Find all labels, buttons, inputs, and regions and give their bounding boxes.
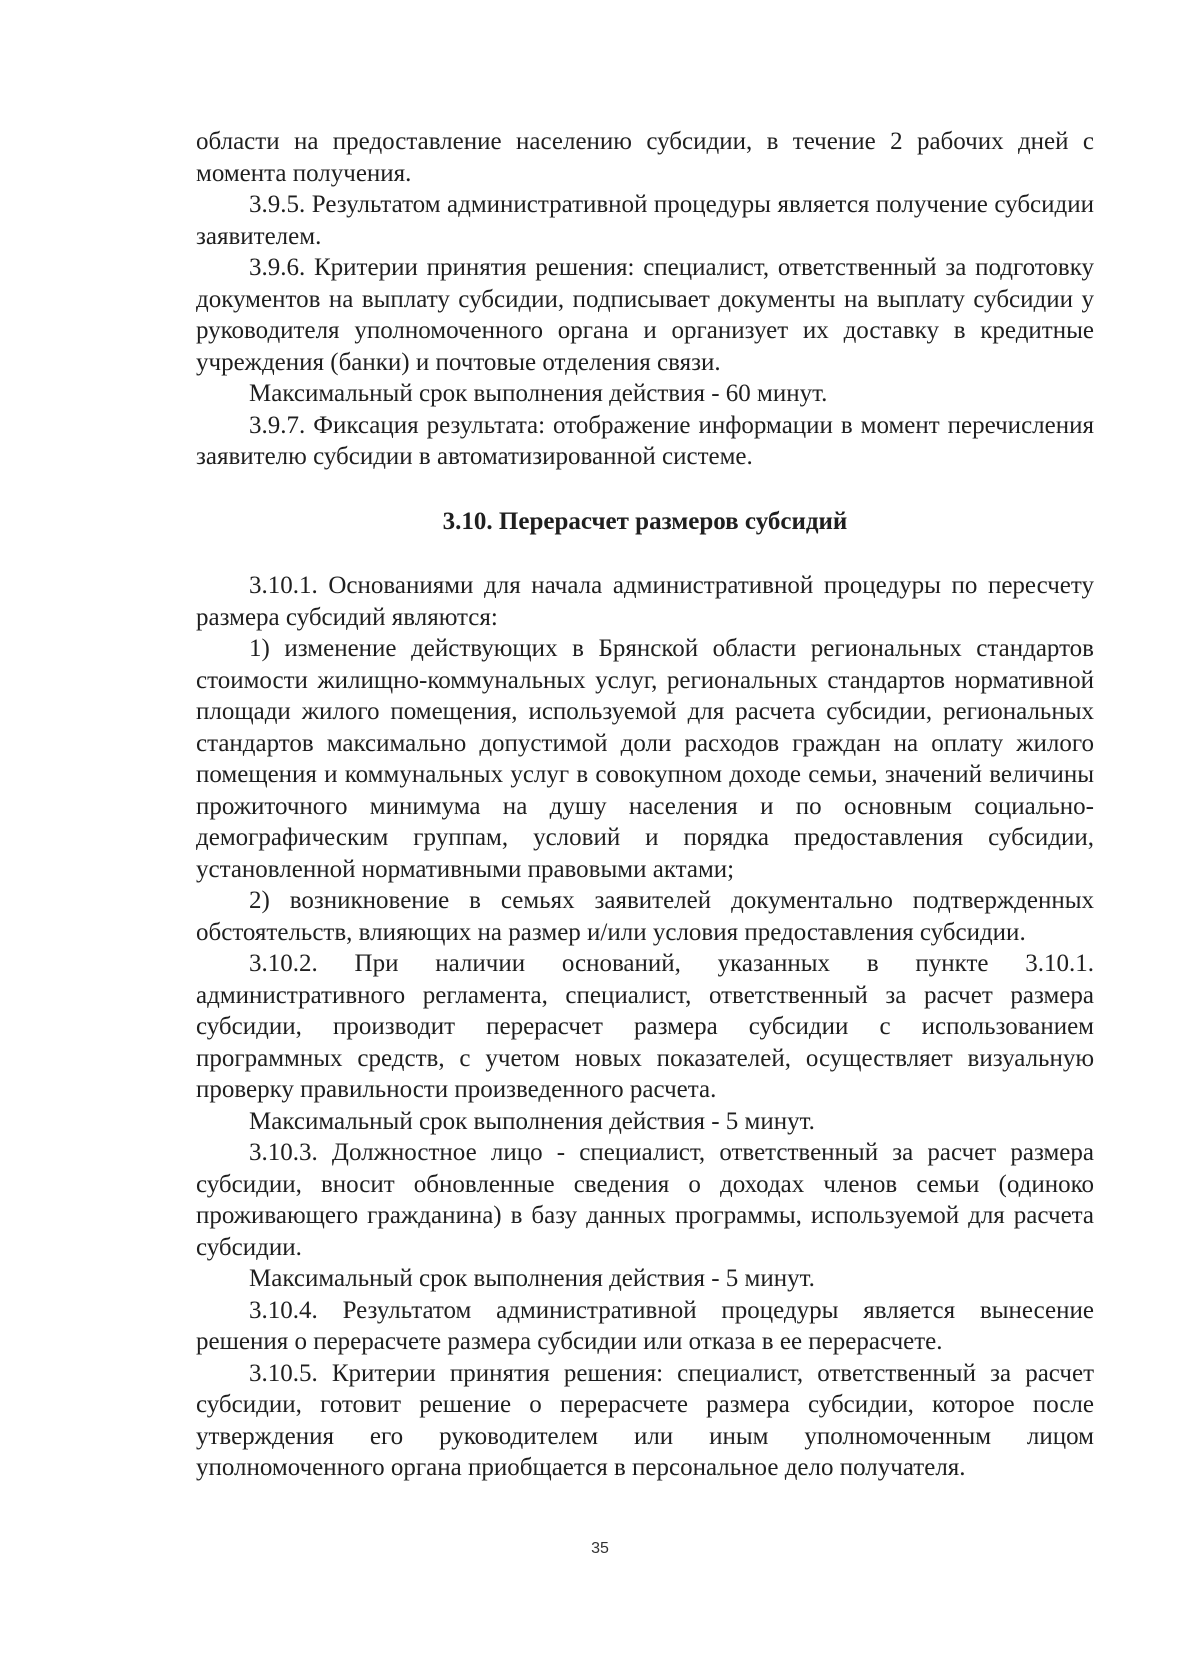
list-item-2: 2) возникновение в семьях заявителей документально подтвержденных обстоятельств, влияющих на размер и/или условия предоставления субсидии. xyxy=(196,887,1094,946)
paragraph-3-10-5: 3.10.5. Критерии принятия решения: специалист, ответственный за расчет субсидии, готовит решение о перерасчете размера субсидии, которое после утверждения его руководителем или иным уполномоченным лицом уполномоченного органа приобщается в персональное дело получателя. xyxy=(196,1359,1094,1481)
paragraph-max-time-5-a: Максимальный срок выполнения действия - 5 минут. xyxy=(249,1107,815,1135)
paragraph-max-time-60: Максимальный срок выполнения действия - 60 минут. xyxy=(249,380,828,407)
paragraph-3-10-1: 3.10.1. Основаниями для начала административной процедуры по пересчету размера субсидий являются: xyxy=(196,572,1094,631)
page-number: 35 xyxy=(591,1540,609,1557)
paragraph-3-9-5: 3.9.5. Результатом административной процедуры является получение субсидии заявителем. xyxy=(196,191,1094,250)
paragraph-3-9-6: 3.9.6. Критерии принятия решения: специалист, ответственный за подготовку документов на выплату субсидии, подписывает документы на выплату субсидии у руководителя уполномоченного органа и организует их доставку в кредитные учреждения (банки) и почтовые отделения связи. xyxy=(196,254,1094,376)
paragraph-continuation: области на предоставление населению субсидии, в течение 2 рабочих дней с момента получения. xyxy=(196,128,1094,187)
paragraph-3-9-7: 3.9.7. Фиксация результата: отображение информации в момент перечисления заявителю субсидии в автоматизированной системе. xyxy=(196,411,1094,470)
paragraph-3-10-3: 3.10.3. Должностное лицо - специалист, ответственный за расчет размера субсидии, вносит обновленные сведения о доходах членов семьи (одиноко проживающего гражданина) в базу данных программы, используемой для расчета субсидии. xyxy=(196,1139,1094,1261)
paragraph-3-10-4: 3.10.4. Результатом административной процедуры является вынесение решения о перерасчете размера субсидии или отказа в ее перерасчете. xyxy=(196,1296,1094,1355)
paragraph-max-time-5-b: Максимальный срок выполнения действия - 5 минут. xyxy=(249,1265,815,1292)
list-item-1: 1) изменение действующих в Брянской области региональных стандартов стоимости жилищно-коммунальных услуг, региональных стандартов нормативной площади жилого помещения, используемой для расчета субсидии, региональных стандартов максимально допустимой доли расходов граждан на оплату жилого помещения и коммунальных услуг в совокупном доходе семьи, значений величины прожиточного минимума на душу населения и по основным социально-демографическим группам, условий и порядка предоставления субсидии, установленной нормативными правовыми актами; xyxy=(196,635,1094,883)
paragraph-3-10-2: 3.10.2. При наличии оснований, указанных в пункте 3.10.1. административного регламента, специалист, ответственный за расчет размера субсидии, производит перерасчет размера субсидии с использованием программных средств, с учетом новых показателей, осуществляет визуальную проверку правильности произведенного расчета. xyxy=(196,950,1094,1103)
section-heading: 3.10. Перерасчет размеров субсидий xyxy=(442,507,848,535)
document-body xyxy=(196,126,1094,1484)
